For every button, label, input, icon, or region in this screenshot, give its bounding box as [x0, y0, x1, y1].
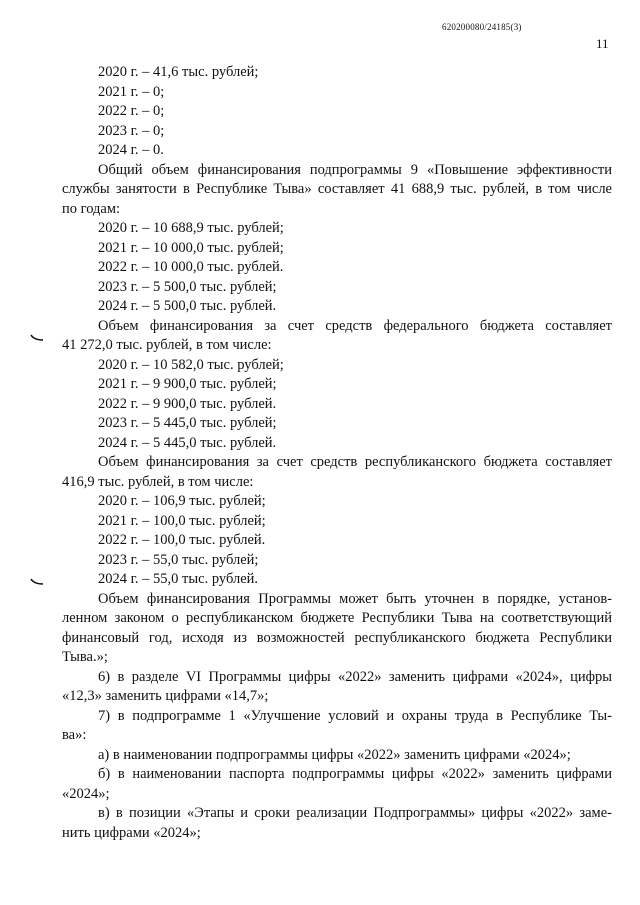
document-code: 620200080/24185(3) — [442, 22, 522, 32]
text-line: 2022 г. – 10 000,0 тыс. рублей. — [98, 259, 284, 275]
text-line: 2021 г. – 9 900,0 тыс. рублей; — [98, 376, 277, 392]
text-line: службы занятости в Республике Тыва» составляет 41 688,9 тыс. рублей, в том числе — [62, 181, 612, 197]
text-line: Тыва.»; — [62, 649, 108, 665]
text-line: 2020 г. – 106,9 тыс. рублей; — [98, 493, 266, 509]
text-line: 2023 г. – 55,0 тыс. рублей; — [98, 551, 259, 568]
margin-mark — [30, 334, 44, 342]
margin-mark — [30, 578, 44, 586]
text-line: 2024 г. – 0. — [98, 142, 164, 158]
text-line: 6) в разделе VI Программы цифры «2022» заменить цифрами «2024», цифры — [98, 668, 612, 685]
text-line: б) в наименовании паспорта подпрограммы цифры «2022» заменить цифрами — [98, 766, 612, 782]
text-line: ленном законом о республиканском бюджете Республики Тыва на соответствующий — [62, 610, 612, 626]
text-line: 2020 г. – 41,6 тыс. рублей; — [98, 64, 259, 80]
text-line: 2023 г. – 0; — [98, 122, 165, 139]
text-line: 2021 г. – 10 000,0 тыс. рублей; — [98, 239, 284, 256]
text-line: по годам: — [62, 200, 121, 217]
text-line: 2024 г. – 5 445,0 тыс. рублей. — [98, 434, 277, 451]
text-line: 41 272,0 тыс. рублей, в том числе: — [62, 337, 272, 353]
text-line: Общий объем финансирования подпрограммы 9 «Повышение эффективности — [98, 161, 612, 178]
text-line: Объем финансирования Программы может быть уточнен в порядке, установ- — [98, 590, 612, 607]
document-body — [62, 63, 612, 843]
text-line: 2022 г. – 0; — [98, 103, 165, 119]
text-line: 2023 г. – 5 445,0 тыс. рублей; — [98, 415, 277, 431]
text-line: финансовый год, исходя из возможностей республиканского бюджета Республики — [62, 629, 612, 646]
text-line: в) в позиции «Этапы и сроки реализации Подпрограммы» цифры «2022» заме- — [98, 805, 612, 821]
text-line: Объем финансирования за счет средств республиканского бюджета составляет — [98, 454, 612, 470]
text-line: Объем финансирования за счет средств федерального бюджета составляет — [98, 317, 612, 334]
text-line: а) в наименовании подпрограммы цифры «2022» заменить цифрами «2024»; — [98, 746, 571, 763]
text-line: «12,3» заменить цифрами «14,7»; — [62, 688, 269, 704]
text-line: нить цифрами «2024»; — [62, 824, 201, 841]
text-line: 2024 г. – 5 500,0 тыс. рублей. — [98, 298, 277, 314]
text-line: 7) в подпрограмме 1 «Улучшение условий и охраны труда в Республике Ты- — [98, 707, 612, 724]
text-line: 2024 г. – 55,0 тыс. рублей. — [98, 571, 259, 587]
text-line: 2020 г. – 10 582,0 тыс. рублей; — [98, 356, 284, 373]
text-line: 2021 г. – 0; — [98, 83, 165, 100]
text-line: ва»: — [62, 727, 87, 743]
text-line: 2023 г. – 5 500,0 тыс. рублей; — [98, 278, 277, 295]
text-line: 2022 г. – 100,0 тыс. рублей. — [98, 532, 266, 548]
text-line: 2020 г. – 10 688,9 тыс. рублей; — [98, 220, 284, 236]
text-line: 2021 г. – 100,0 тыс. рублей; — [98, 512, 266, 529]
text-line: «2024»; — [62, 785, 110, 802]
text-line: 416,9 тыс. рублей, в том числе: — [62, 473, 254, 490]
text-line: 2022 г. – 9 900,0 тыс. рублей. — [98, 395, 277, 412]
page-number: 11 — [596, 36, 609, 51]
